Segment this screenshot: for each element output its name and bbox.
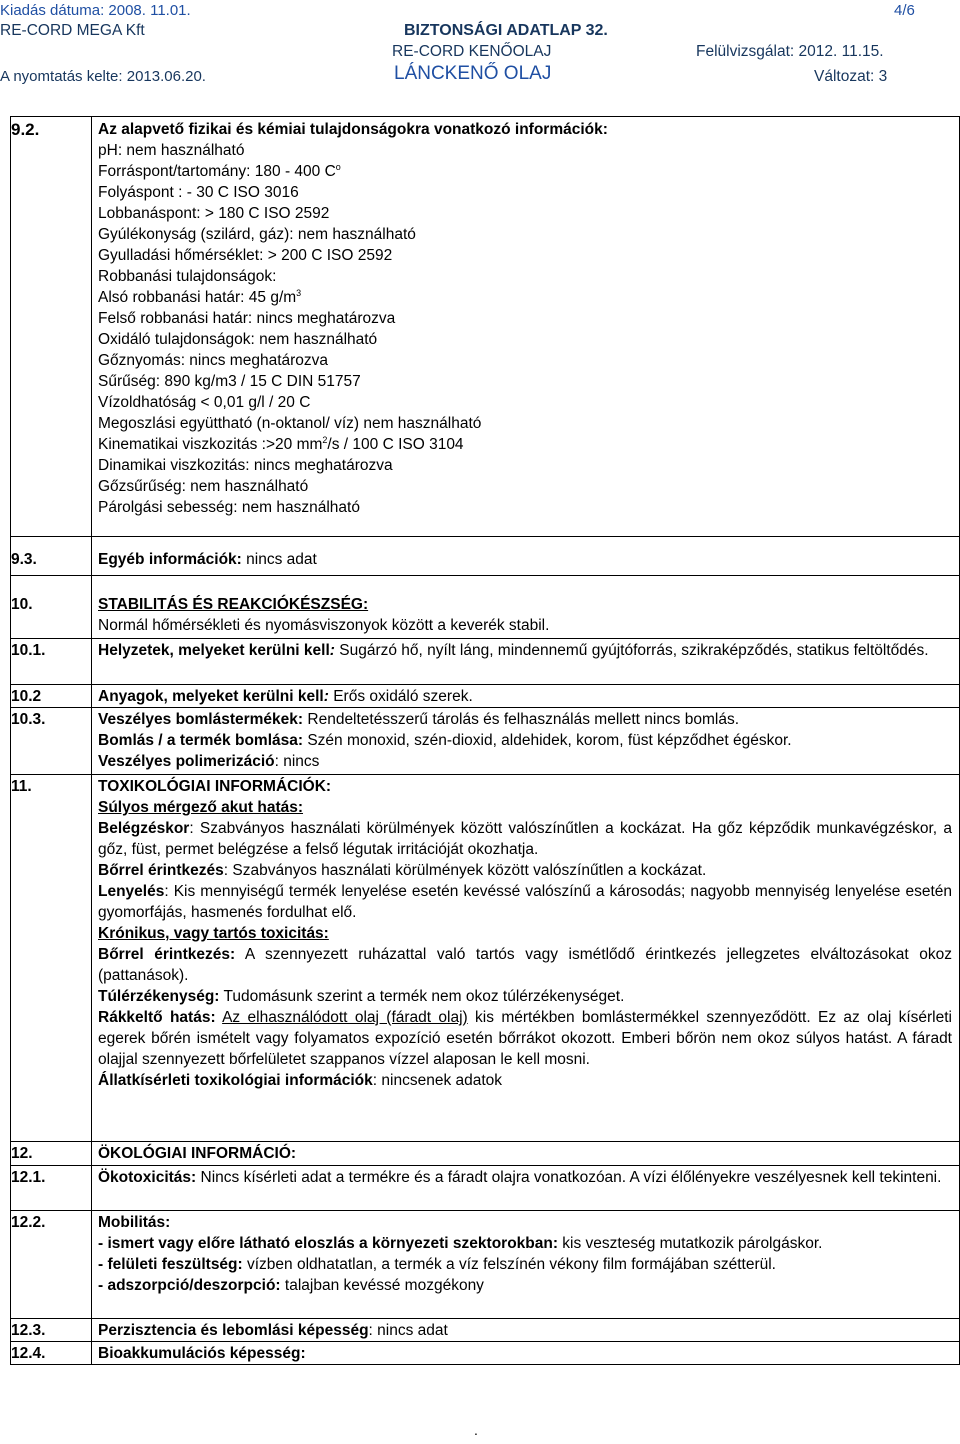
section-number: 12. xyxy=(11,1145,33,1162)
section-heading: Az alapvető fizikai és kémiai tulajdonságokra vonatkozó információk: xyxy=(98,121,608,138)
section-10 xyxy=(10,576,960,639)
section-12-2 xyxy=(10,1211,960,1319)
section-number: 12.3. xyxy=(11,1322,46,1339)
prop-line: Dinamikai viszkozitás: nincs meghatározva xyxy=(98,457,393,474)
section-number: 12.2. xyxy=(11,1214,46,1231)
section-number: 9.3. xyxy=(11,551,37,568)
prop-line: Lobbanáspont: > 180 C ISO 2592 xyxy=(98,205,330,222)
section-9-2 xyxy=(10,116,960,537)
footer-dot: . xyxy=(474,1422,478,1438)
section-content: Bioakkumulációs képesség: xyxy=(98,1345,306,1362)
print-date: A nyomtatás kelte: 2013.06.20. xyxy=(0,68,206,85)
prop-line: Kinematikai viszkozitás :>20 $mm^2/s / 100$ C ISO 3104 xyxy=(98,434,464,453)
section-content: Perzisztencia és lebomlási képesség: nincs adat xyxy=(98,1322,448,1339)
section-10-3 xyxy=(10,708,960,775)
section-content xyxy=(98,119,952,518)
section-number: 10.3. xyxy=(11,711,46,728)
prop-line: Vízoldhatóság < 0,01 g/l / 20 C xyxy=(98,394,311,411)
document-title: BIZTONSÁGI ADATLAP 32. xyxy=(404,22,608,39)
section-content: STABILITÁS ÉS REAKCIÓKÉSZSÉG: Normál hőmérsékleti és nyomásviszonyok között a keverék stabil. xyxy=(98,596,550,634)
page-number: 4/6 xyxy=(894,2,915,19)
prop-line: Gőzsűrűség: nem használható xyxy=(98,478,309,495)
section-content: Egyéb információk: nincs adat xyxy=(98,551,317,568)
prop-line: Megoszlási együttható (n-oktanol/ víz) nem használható xyxy=(98,415,482,432)
prop-line: Forráspont/tartomány: 180 - 400 $C^o$ xyxy=(98,161,341,180)
review-date: Felülvizsgálat: 2012. 11.15. xyxy=(696,43,884,60)
product-line: RE-CORD KENŐOLAJ xyxy=(392,43,552,60)
section-number: 11. xyxy=(11,778,32,795)
section-number: 10. xyxy=(11,596,33,613)
section-content: Anyagok, melyeket kerülni kell: Erős oxidáló szerek. xyxy=(98,688,473,705)
prop-line: Sűrűség: 890 kg/m3 / 15 C DIN 51757 xyxy=(98,373,361,390)
prop-line: Gőznyomás: nincs meghatározva xyxy=(98,352,329,369)
section-12-1 xyxy=(10,1166,960,1211)
section-number: 10.2 xyxy=(11,688,42,705)
prop-line: pH: nem használható xyxy=(98,142,245,159)
section-content: TOXIKOLÓGIAI INFORMÁCIÓK: Súlyos mérgező akut hatás: Belégzéskor: Szabványos használati körülmények között valószínűtlen a kockázat. Ha gőz képződik munkavégzéskor, a gőz, füst, permet belégzése a felső légutak irritációját okozhatja. Bőrrel érintkezés: Szabványos használati körülmények között valószínűtlen a kockázat. Lenyelés: Kis mennyiségű termék lenyelése esetén kevéssé valószínű a károsodás; nagyobb mennyiség lenyelése esetén gyomorfájás, hasmenés fordulhat elő. Krónikus, vagy tartós toxicitás: Bőrrel érintkezés: A szennyezett ruházattal való tartós vagy ismétlődő érintkezés jellegzetes elváltozásokat okoz (pattanások). Túlérzékenység: Tudomásunk szerint a termék nem okoz túlérzékenységet. Rákkeltő hatás: Az elhasználódott olaj (fáradt olaj) kis mértékben bomlástermékkel szennyeződött. Ez az olaj kísérleti egerek bőrén ismételt vagy folyamatos expozíció esetén bőrrákot okozott. Emberi bőrön nem okoz súlyos hatást. A fáradt olajjal szennyezett bőrfelületet szappanos vízzel alaposan le kell mosni. Állatkísérleti toxikológiai információk: nincsenek adatok xyxy=(98,778,952,1089)
section-number: 9.2. xyxy=(11,120,40,139)
section-12-4 xyxy=(10,1342,960,1365)
section-12-3 xyxy=(10,1319,960,1342)
section-number: 12.4. xyxy=(11,1345,46,1362)
prop-line: Felső robbanási határ: nincs meghatározva xyxy=(98,310,396,327)
section-content: Mobilitás: - ismert vagy előre látható eloszlás a környezeti szektorokban: kis veszteség mutatkozik párolgáskor. - felületi feszültség: vízben oldhatatlan, a termék a víz felszínén vékony film formájában szétterül. - adszorpció/deszorpció: talajban kevéssé mozgékony xyxy=(98,1214,823,1294)
section-10-2 xyxy=(10,685,960,708)
document-header xyxy=(0,0,960,110)
section-9-3 xyxy=(10,536,960,576)
section-number: 12.1. xyxy=(11,1169,46,1186)
section-10-1 xyxy=(10,639,960,685)
section-content: Ökotoxicitás: Nincs kísérleti adat a termékre és a fáradt olajra vonatkozóan. A vízi élőlényekre veszélyesnek kell tekinteni. xyxy=(98,1169,942,1186)
product-name: LÁNCKENŐ OLAJ xyxy=(394,63,552,84)
section-12 xyxy=(10,1142,960,1166)
prop-line: Párolgási sebesség: nem használható xyxy=(98,499,360,516)
section-11 xyxy=(10,775,960,1142)
sds-table xyxy=(10,116,958,1364)
section-content: ÖKOLÓGIAI INFORMÁCIÓ: xyxy=(98,1145,297,1162)
prop-line: Oxidáló tulajdonságok: nem használható xyxy=(98,331,378,348)
prop-line: Gyúlékonyság (szilárd, gáz): nem használható xyxy=(98,226,416,243)
prop-line: Folyáspont : - 30 C ISO 3016 xyxy=(98,184,299,201)
section-number: 10.1. xyxy=(11,642,46,659)
prop-line: Alsó robbanási határ: 45 $g/m^3$ xyxy=(98,287,302,306)
issue-date: Kiadás dátuma: 2008. 11.01. xyxy=(0,2,191,19)
version: Változat: 3 xyxy=(814,68,888,85)
section-content: Veszélyes bomlástermékek: Rendeltetésszerű tárolás és felhasználás mellett nincs bomlás. Bomlás / a termék bomlása: Szén monoxid, szén-dioxid, aldehidek, korom, füst képződhet égéskor. Veszélyes polimerizáció: nincs xyxy=(98,711,792,770)
section-content: Helyzetek, melyeket kerülni kell: Sugárzó hő, nyílt láng, mindennemű gyújtóforrás, szikraképződés, statikus feltöltődés. xyxy=(98,642,929,659)
prop-line: Robbanási tulajdonságok: xyxy=(98,268,277,285)
company-name: RE-CORD MEGA Kft xyxy=(0,22,145,39)
prop-line: Gyulladási hőmérséklet: > 200 C ISO 2592 xyxy=(98,247,393,264)
